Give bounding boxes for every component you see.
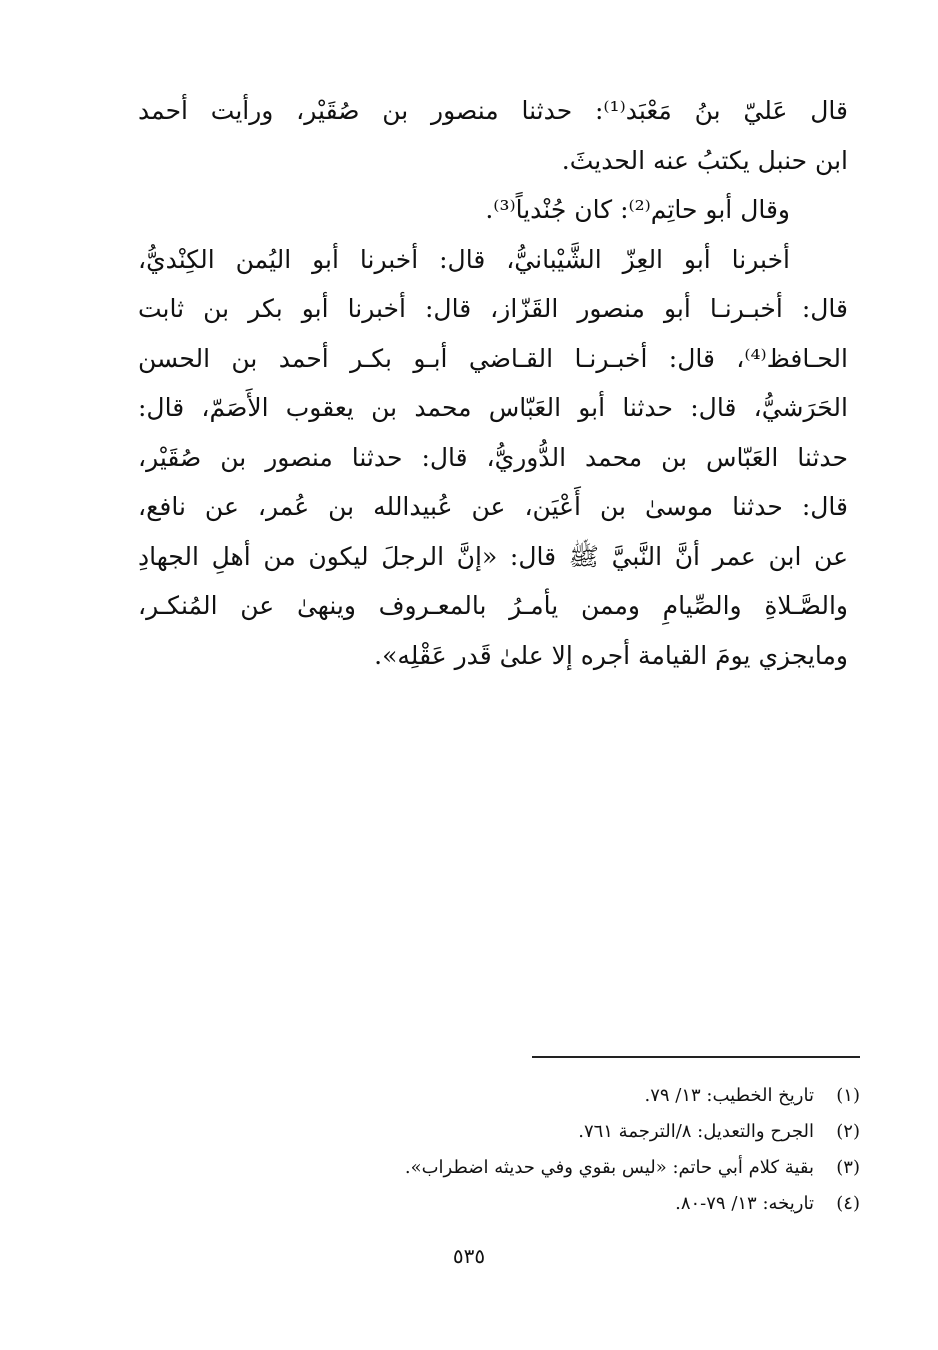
footnote-4 xyxy=(300,1186,860,1222)
text-line-11: والصَّـلاةِ والصِّيامِ وممن يأمـرُ بالمعـروف وينهىٰ عن المُنكـر، xyxy=(138,591,848,620)
footnote-text: تاريخه: ١٣/ ٧٩-٨٠. xyxy=(675,1193,814,1214)
text-line-3: وقال أبو حاتِم⁽²⁾: كان جُنْدياً⁽³⁾. xyxy=(485,195,790,224)
footnote-text: تاريخ الخطيب: ١٣/ ٧٩. xyxy=(644,1085,814,1106)
footnote-text: الجرح والتعديل: ٨/الترجمة ٧٦١. xyxy=(578,1121,814,1142)
text-line-8: حدثنا العَبّاس بن محمد الدُّوريُّ، قال: حدثنا منصور بن صُقَيْر، xyxy=(138,442,848,472)
text-line-6: الحـافظ⁽⁴⁾، قال: أخبـرنـا القـاضي أبـو بكـر أحمد بن الحسن xyxy=(138,343,848,373)
footnote-number: (١) xyxy=(836,1085,860,1106)
text-line-12: ومايجزي يومَ القيامة أجره إلا علىٰ قَدر عَقْلِه». xyxy=(374,640,848,670)
text-line-2: ابن حنبل يكتبُ عنه الحديثَ. xyxy=(561,145,848,175)
text-line-9: قال: حدثنا موسىٰ بن أَعْيَن، عن عُبيدالله بن عُمر، عن نافع، xyxy=(138,492,848,521)
page-number: ٥٣٥ xyxy=(452,1244,486,1268)
footnote-number: (٤) xyxy=(836,1193,860,1214)
text-line-4: أخبرنا أبو العِزّ الشَّيْبانيُّ، قال: أخبرنا أبو اليُمن الكِنْديُّ، xyxy=(138,244,790,274)
footnote-separator xyxy=(532,1056,860,1058)
footnote-number: (٢) xyxy=(836,1121,860,1142)
text-line-1: قال عَليّ بنُ مَعْبَد⁽¹⁾: حدثنا منصور بن صُقَيْر، ورأيت أحمد xyxy=(138,96,848,125)
footnotes xyxy=(300,1078,860,1222)
main-text xyxy=(138,86,848,680)
text-line-5: قال: أخبـرنـا أبو منصور القَزّاز، قال: أخبرنا أبو بكر بن ثابت xyxy=(138,294,848,323)
text-line-7: الحَرَشيُّ، قال: حدثنا أبو العَبّاس محمد بن يعقوب الأَصَمّ، قال: xyxy=(138,393,848,422)
footnote-text: بقية كلام أبي حاتم: «ليس بقوي وفي حديثه اضطراب». xyxy=(404,1157,814,1178)
footnote-1 xyxy=(300,1078,860,1114)
footnote-2 xyxy=(300,1114,860,1150)
footnote-3 xyxy=(300,1150,860,1186)
text-line-10: عن ابن عمر أنَّ النَّبيَّ ﷺ قال: «إنَّ الرجلَ ليكون من أهلِ الجهادِ xyxy=(138,541,848,571)
footnote-number: (٣) xyxy=(836,1157,860,1178)
